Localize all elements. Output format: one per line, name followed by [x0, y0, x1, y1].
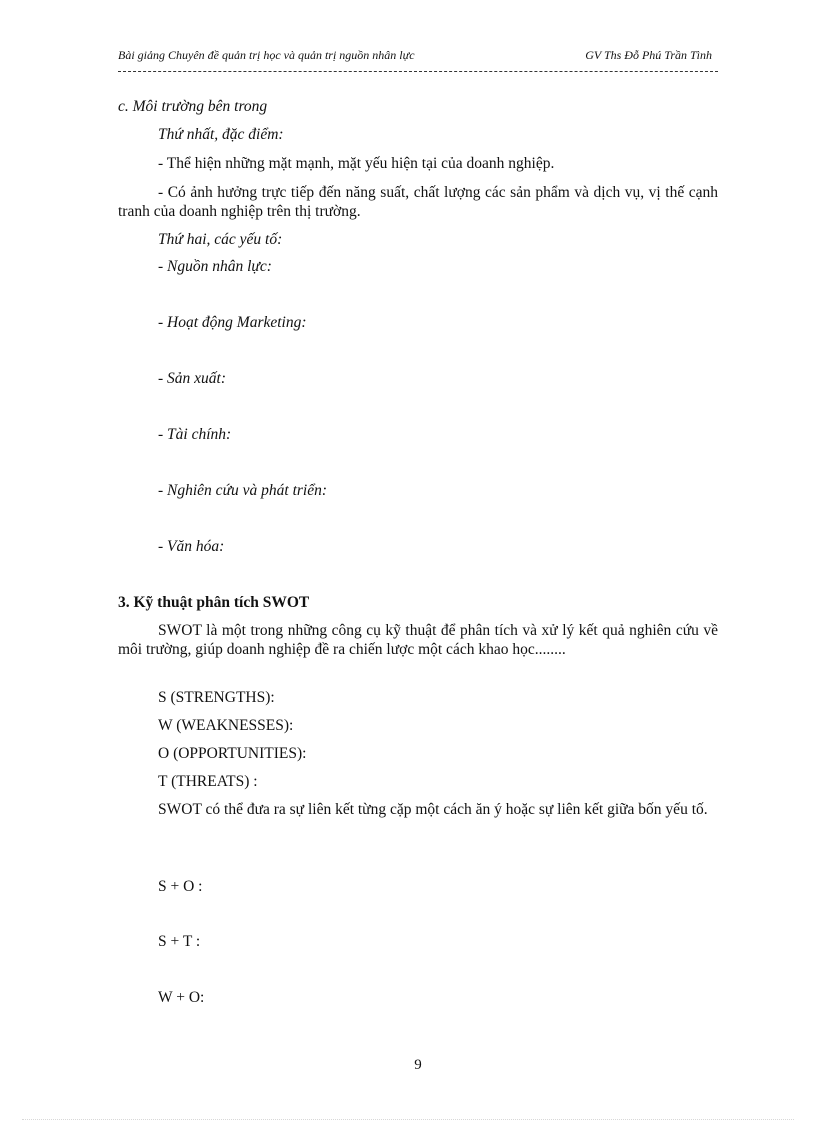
section-c-title: c. Môi trường bên trong — [118, 98, 268, 115]
bullet-2: - Có ảnh hưởng trực tiếp đến năng suất, chất lượng các sản phẩm và dịch vụ, vị thế cạnh tranh của doanh nghiệp trên thị trường. — [118, 184, 718, 220]
page-number: 9 — [414, 1057, 422, 1073]
second-label: Thứ hai, các yếu tố: — [158, 231, 283, 248]
swot-threats: T (THREATS) : — [158, 773, 258, 790]
factor-marketing: - Hoạt động Marketing: — [158, 314, 307, 331]
header-author: GV Ths Đỗ Phú Trần Tình — [585, 48, 712, 62]
factor-production: - Sản xuất: — [158, 370, 227, 387]
swot-opportunities: O (OPPORTUNITIES): — [158, 745, 307, 762]
header-course-title: Bài giảng Chuyên đề quản trị học và quản trị nguồn nhân lực — [118, 48, 415, 62]
swot-intro: SWOT là một trong những công cụ kỹ thuật để phân tích và xử lý kết quả nghiên cứu về môi trường, giúp doanh nghiệp đề ra chiến lược một cách khao học........ — [118, 622, 718, 658]
factor-finance: - Tài chính: — [158, 426, 232, 443]
first-label: Thứ nhất, đặc điểm: — [158, 126, 284, 143]
pair-s-o: S + O : — [158, 878, 203, 895]
factor-rnd: - Nghiên cứu và phát triển: — [158, 482, 328, 499]
page-bottom-edge — [22, 1119, 794, 1120]
page-header — [118, 48, 718, 66]
swot-strengths: S (STRENGTHS): — [158, 689, 275, 706]
bullet-1: - Thể hiện những mặt mạnh, mặt yếu hiện tại của doanh nghiệp. — [158, 155, 555, 172]
pair-w-o: W + O: — [158, 989, 205, 1006]
swot-weaknesses: W (WEAKNESSES): — [158, 717, 294, 734]
factor-human-resources: - Nguồn nhân lực: — [158, 258, 272, 275]
factor-culture: - Văn hóa: — [158, 538, 225, 555]
header-divider — [118, 71, 718, 72]
swot-link-text: SWOT có thể đưa ra sự liên kết từng cặp một cách ăn ý hoặc sự liên kết giữa bốn yếu tố. — [158, 801, 708, 818]
pair-s-t: S + T : — [158, 933, 201, 950]
section-3-title: 3. Kỹ thuật phân tích SWOT — [118, 594, 310, 611]
